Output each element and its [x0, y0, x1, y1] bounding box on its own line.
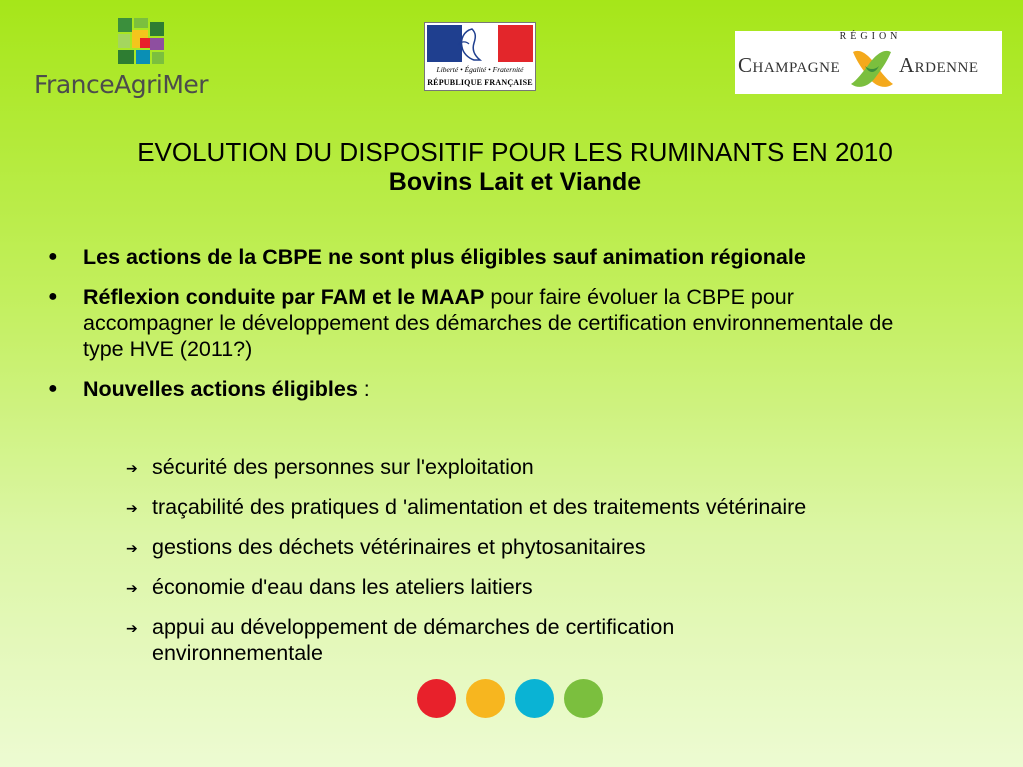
- arrow-right-icon: ➔: [126, 540, 138, 556]
- sub-item-text: économie d'eau dans les ateliers laitiers: [152, 575, 533, 599]
- bullet-dot-icon: ●: [48, 288, 58, 305]
- sub-bullet-list: [48, 454, 948, 680]
- ardenne-label: Ardenne: [899, 53, 979, 77]
- red-circle: [417, 679, 456, 718]
- decorative-circles: [417, 679, 607, 719]
- franceagrimer-wordmark: FranceAgriMer: [34, 70, 209, 99]
- slide-title: [0, 137, 1023, 197]
- sub-list-item: [126, 454, 948, 480]
- arrow-right-icon: ➔: [126, 500, 138, 516]
- arrow-right-icon: ➔: [126, 620, 138, 636]
- title-line-2: Bovins Lait et Viande: [388, 168, 642, 196]
- franceagrimer-mark-icon: [118, 18, 166, 66]
- champagne-ardenne-emblem-icon: [847, 44, 897, 92]
- french-flag-icon: [427, 25, 533, 62]
- bullet-item: [48, 284, 928, 362]
- sub-list-item: [126, 534, 948, 560]
- bullet-item: [48, 244, 928, 270]
- champagne-label: Champagne: [738, 53, 841, 77]
- sub-list-item: [126, 614, 832, 666]
- bullet-bold-text: Réflexion conduite par FAM et le MAAP: [83, 285, 485, 309]
- bullet-bold-text: Nouvelles actions éligibles: [83, 377, 358, 401]
- republique-name: RÉPUBLIQUE FRANÇAISE: [427, 78, 533, 87]
- title-line-1: EVOLUTION DU DISPOSITIF POUR LES RUMINANTS EN 2010: [137, 137, 893, 167]
- bullet-list: [48, 244, 928, 416]
- sub-item-text: gestions des déchets vétérinaires et phytosanitaires: [152, 535, 646, 559]
- sub-list-item: [126, 574, 948, 600]
- blue-circle: [515, 679, 554, 718]
- bullet-bold-text: Les actions de la CBPE ne sont plus éligibles sauf animation régionale: [83, 245, 806, 269]
- bullet-dot-icon: ●: [48, 248, 58, 265]
- republique-francaise-logo: [424, 22, 536, 91]
- sub-item-text: sécurité des personnes sur l'exploitation: [152, 455, 534, 479]
- sub-list-item: [126, 494, 948, 520]
- republique-motto: Liberté • Égalité • Fraternité: [436, 65, 524, 74]
- yellow-circle: [466, 679, 505, 718]
- arrow-right-icon: ➔: [126, 460, 138, 476]
- region-label: RÉGION: [839, 31, 902, 42]
- bullet-item: [48, 376, 928, 402]
- arrow-right-icon: ➔: [126, 580, 138, 596]
- sub-item-text: traçabilité des pratiques d 'alimentation et des traitements vétérinaire: [152, 495, 807, 519]
- bullet-text: pour faire évoluer la CBPE pour accompagner le développement des démarches de certification environnementale de type HVE (2011?): [83, 285, 894, 361]
- bullet-text: :: [357, 377, 370, 401]
- sub-item-text: appui au développement de démarches de certification environnementale: [152, 615, 675, 665]
- champagne-ardenne-logo: [735, 31, 1002, 94]
- green-circle: [564, 679, 603, 718]
- franceagrimer-logo: [34, 18, 224, 103]
- bullet-dot-icon: ●: [48, 380, 58, 397]
